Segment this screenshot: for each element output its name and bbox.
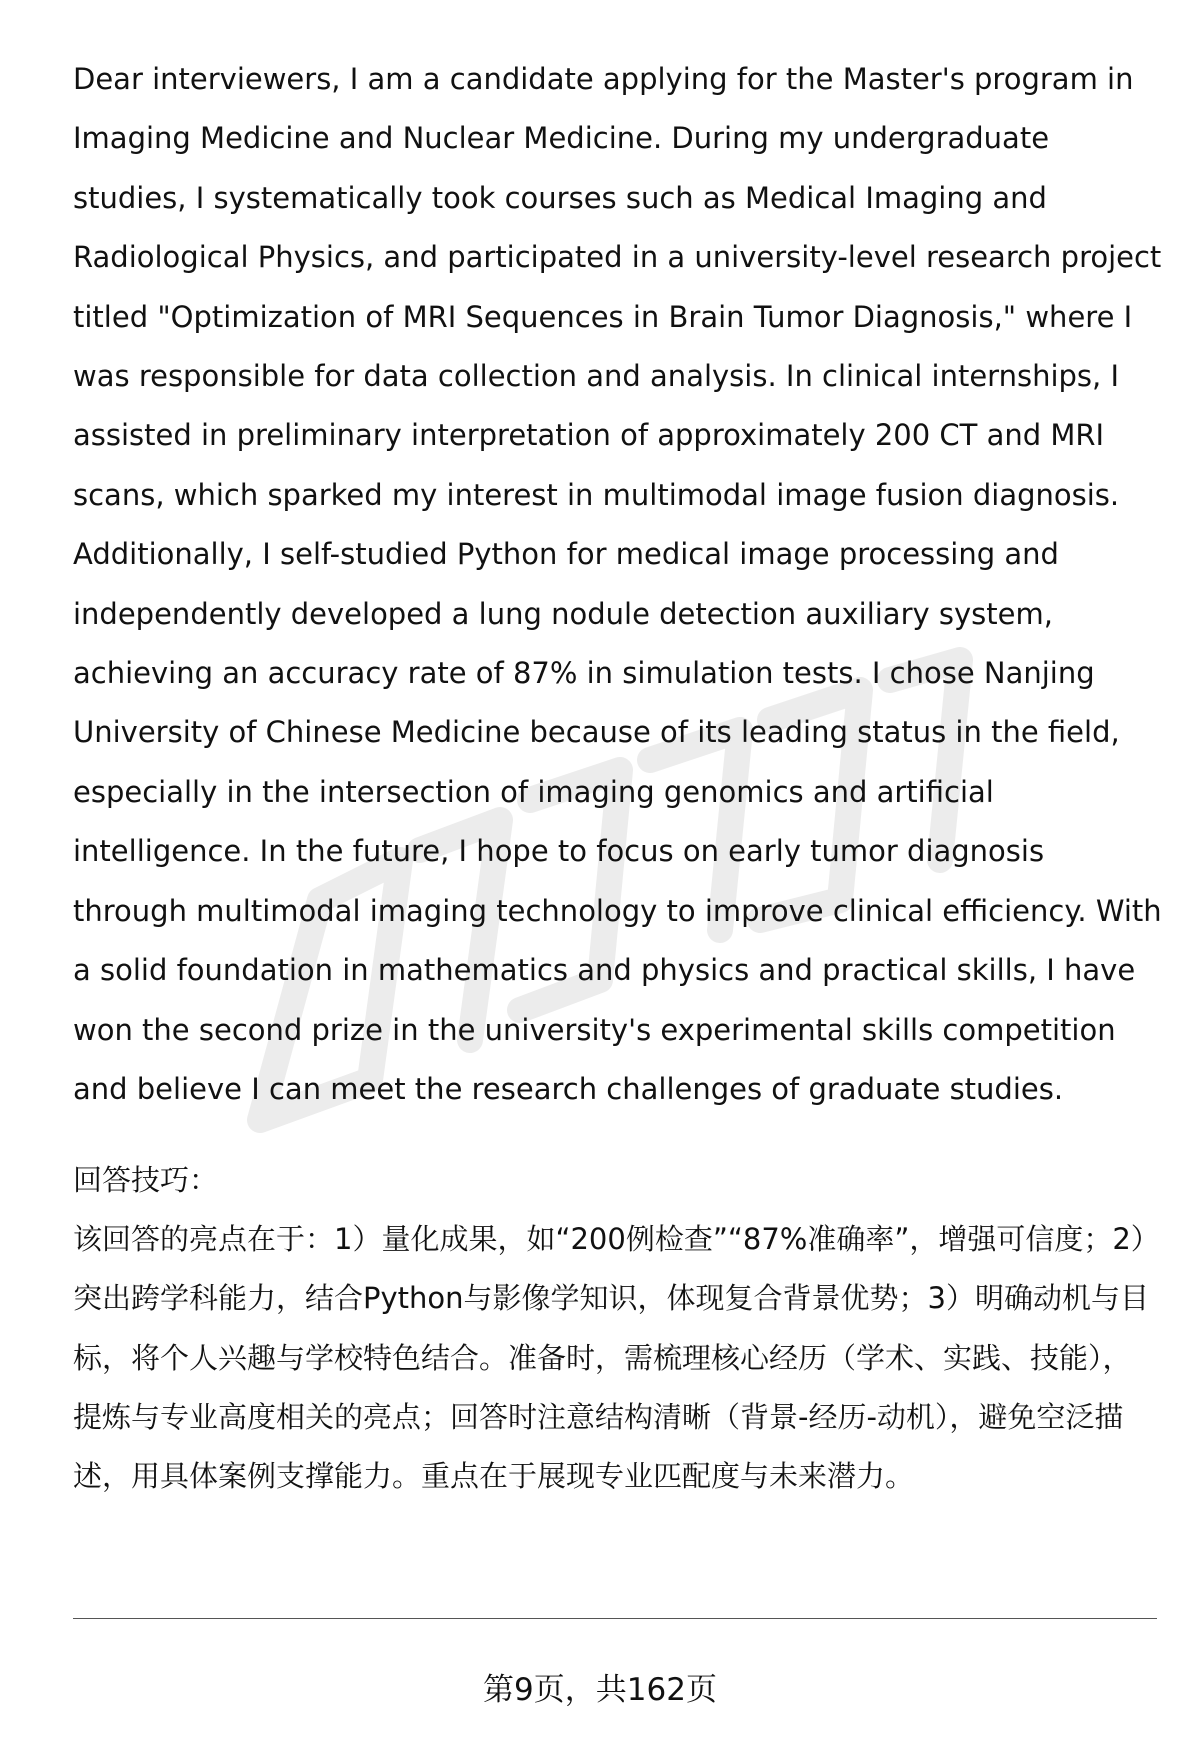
tips-heading: 回答技巧： xyxy=(73,1163,219,1197)
tips-paragraph: 该回答的亮点在于：1）量化成果，如“200例检查”“87%准确率”，增强可信度；2）突出跨学科能力，结合Python与影像学知识，体现复合背景优势；3）明确动机与目标，将个人兴趣与学校特色结合。准备时，需梳理核心经历（学术、实践、技能），提炼与专业高度相关的亮点；回答时注意结构清晰（背景-经历-动机），避免空泛描述，用具体案例支撑能力。重点在于展现专业匹配度与未来潜力。 xyxy=(73,1222,1149,1494)
page-number: 第9页，共162页 xyxy=(483,1672,717,1708)
answer-paragraph: Dear interviewers, I am a candidate applying for the Master's program in Imaging Medicine and Nuclear Medicine. During my undergraduate studies, I systematically took courses such as Medical Imaging and Radiological Physics, and participated in a university-level research project titled "Optimization of MRI Sequences in Brain Tumor Diagnosis," where I was responsible for data collection and analysis. In clinical internships, I assisted in preliminary interpretation of approximately 200 CT and MRI scans, which sparked my interest in multimodal image fusion diagnosis. Additionally, I self-studied Python for medical image processing and independently developed a lung nodule detection auxiliary system, achieving an accuracy rate of 87% in simulation tests. I chose Nanjing University of Chinese Medicine because of its leading status in the field, especially in the intersection of imaging genomics and artificial intelligence. In the future, I hope to focus on early tumor diagnosis through multimodal imaging technology to improve clinical efficiency. With a solid foundation in mathematics and physics and practical skills, I have won the second prize in the university's experimental skills competition and believe I can meet the research challenges of graduate studies. xyxy=(73,62,1162,1106)
footer-divider xyxy=(73,1618,1157,1619)
